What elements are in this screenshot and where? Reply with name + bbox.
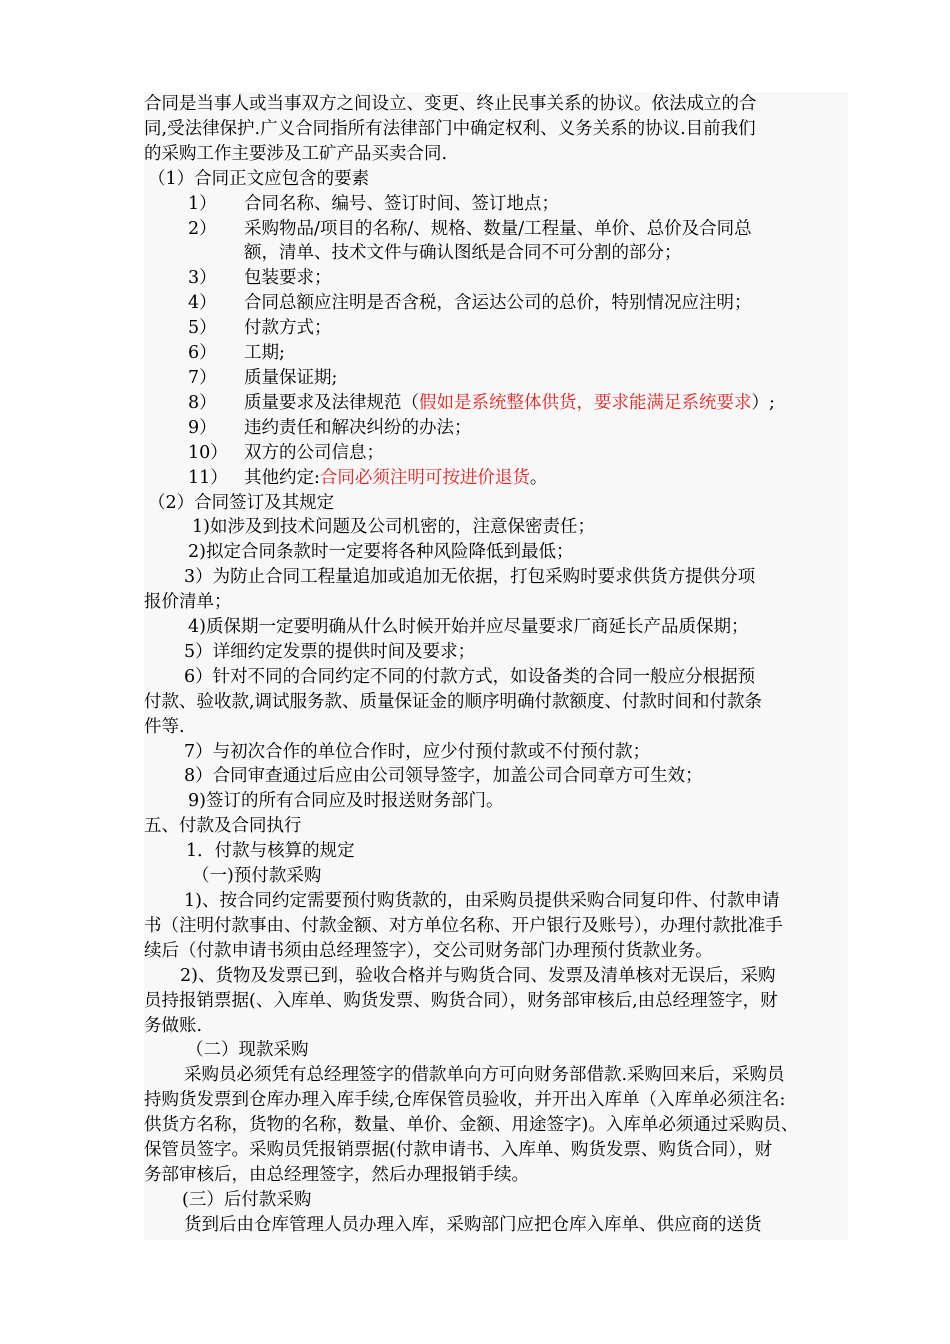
list-text: 付款方式； [244, 318, 332, 339]
rule-item: 1)如涉及到技术问题及公司机密的，注意保密责任； [192, 517, 595, 538]
rule-item: 9)签订的所有合同应及时报送财务部门。 [188, 791, 504, 812]
list-item-continuation: 额，清单、技术文件与确认图纸是合同不可分割的部分； [244, 243, 682, 264]
list-text: 其他约定: [244, 467, 320, 488]
text-line: 1)、按合同约定需要预付购货款的，由采购员提供采购合同复印件、付款申请 [184, 891, 780, 911]
highlighted-text: 合同必须注明可按进价退货 [319, 467, 530, 488]
text-line: 的采购工作主要涉及工矿产品买卖合同. [144, 143, 448, 164]
highlighted-text: 假如是系统整体供货，要求能满足系统要求 [419, 392, 752, 413]
list-number: 4） [188, 293, 217, 314]
list-text: 合同名称、编号、签订时间、签订地点； [244, 193, 559, 214]
list-text: 工期; [244, 343, 285, 364]
chapter-heading: 五、付款及合同执行 [144, 816, 302, 837]
text-line: 2)、货物及发票已到，验收合格并与购货合同、发票及清单核对无误后，采购 [180, 965, 776, 986]
rule-item: 8）合同审查通过后应由公司领导签字，加盖公司合同章方可生效； [184, 766, 703, 787]
list-number: 9） [188, 417, 217, 438]
list-number: 7） [188, 367, 217, 388]
list-item [144, 466, 848, 491]
list-number: 8） [188, 392, 217, 413]
list-text: 双方的公司信息； [244, 442, 384, 463]
rule-item: 6）针对不同的合同约定不同的付款方式，如设备类的合同一般应分根据预 [184, 666, 756, 687]
subsection-heading: （二）现款采购 [186, 1040, 309, 1061]
list-number: 11） [188, 467, 228, 488]
rule-item: 3）为防止合同工程量追加或追加无依据，打包采购时要求供货方提供分项 [184, 567, 756, 588]
text-line: 采购员必须凭有总经理签字的借款单向方可向财务部借款.采购回来后，采购员 [184, 1065, 785, 1086]
list-number: 5） [188, 318, 217, 339]
text-line: 务做账. [144, 1015, 203, 1036]
list-number: 10） [188, 442, 228, 463]
list-item [144, 416, 848, 441]
rule-item-continuation: 件等. [144, 716, 185, 737]
list-item [144, 316, 848, 341]
elements-list [144, 192, 848, 491]
text-line: 续后（付款申请书须由总经理签字），交公司财务部门办理预付货款业务。 [144, 940, 713, 961]
list-item [144, 441, 848, 466]
list-item [144, 391, 848, 416]
subsection-heading: 1．付款与核算的规定 [186, 841, 355, 862]
intro-paragraph [144, 92, 848, 167]
text-line: 保管员签字。采购员凭报销票据(付款申请书、入库单、购货发票、购货合同），财 [144, 1140, 773, 1161]
text-line: 务部审核后，由总经理签字，然后办理报销手续。 [144, 1164, 529, 1185]
cash-paragraph [144, 1063, 848, 1188]
list-item [144, 341, 848, 366]
subsection-heading: (三）后付款采购 [182, 1189, 312, 1210]
list-text-end: 。 [529, 467, 548, 488]
section-heading: （1）合同正文应包含的要素 [148, 168, 370, 189]
document-body [144, 92, 848, 1240]
text-line: 持购货发票到仓库办理入库手续,仓库保管员验收，并开出入库单（入库单必须注名: [144, 1090, 786, 1111]
list-text: 采购物品/项目的名称/、规格、数量/工程量、单价、总价及合同总 [244, 218, 752, 239]
prepay-paragraph-2 [144, 964, 848, 1039]
list-number: 1） [188, 193, 217, 214]
rule-item-continuation: 报价清单； [144, 592, 232, 613]
text-line: 合同是当事人或当事双方之间设立、变更、终止民事关系的协议。依法成立的合 [144, 94, 757, 114]
text-line: 同,受法律保护.广义合同指所有法律部门中确定权利、义务关系的协议.目前我们 [144, 118, 756, 139]
postpay-paragraph [144, 1213, 848, 1238]
text-line: 书（注明付款事由、付款金额、对方单位名称、开户银行及账号），办理付款批准手 [144, 915, 783, 936]
prepay-paragraph-1 [144, 889, 848, 964]
text-line: 供货方名称，货物的名称，数量、单价、金额、用途签字)。入库单必须通过采购员、 [144, 1115, 799, 1136]
rule-item: 7）与初次合作的单位合作时，应少付预付款或不付预付款； [184, 741, 651, 762]
list-number: 6） [188, 343, 217, 364]
rule-item: 4)质保期一定要明确从什么时候开始并应尽量要求厂商延长产品质保期； [188, 617, 749, 638]
list-text: 违约责任和解决纠纷的办法； [244, 417, 472, 438]
list-item [144, 192, 848, 217]
section-heading: （2）合同签订及其规定 [148, 492, 335, 513]
text-line: 员持报销票据(、入库单、购货发票、购货合同），财务部审核后,由总经理签字，财 [144, 990, 778, 1011]
rule-item-continuation: 付款、验收款,调试服务款、质量保证金的顺序明确付款额度、付款时间和付款条 [144, 691, 763, 712]
list-text: 合同总额应注明是否含税，含运达公司的总价，特别情况应注明； [244, 293, 752, 314]
subsection-heading: （一)预付款采购 [192, 866, 322, 887]
list-text-end: ）; [751, 392, 775, 413]
text-line: 货到后由仓库管理人员办理入库，采购部门应把仓库入库单、供应商的送货 [184, 1214, 762, 1235]
list-text: 质量要求及法律规范（ [244, 392, 419, 413]
rules-list [144, 515, 848, 814]
rule-item: 2)拟定合同条款时一定要将各种风险降低到最低； [188, 542, 574, 563]
list-number: 2） [188, 218, 217, 239]
list-item [144, 266, 848, 291]
list-number: 3） [188, 268, 217, 289]
list-item [144, 366, 848, 391]
list-text: 包装要求； [244, 268, 332, 289]
list-item [144, 217, 848, 242]
rule-item: 5）详细约定发票的提供时间及要求； [184, 641, 476, 662]
list-text: 质量保证期; [244, 367, 338, 388]
list-item [144, 291, 848, 316]
